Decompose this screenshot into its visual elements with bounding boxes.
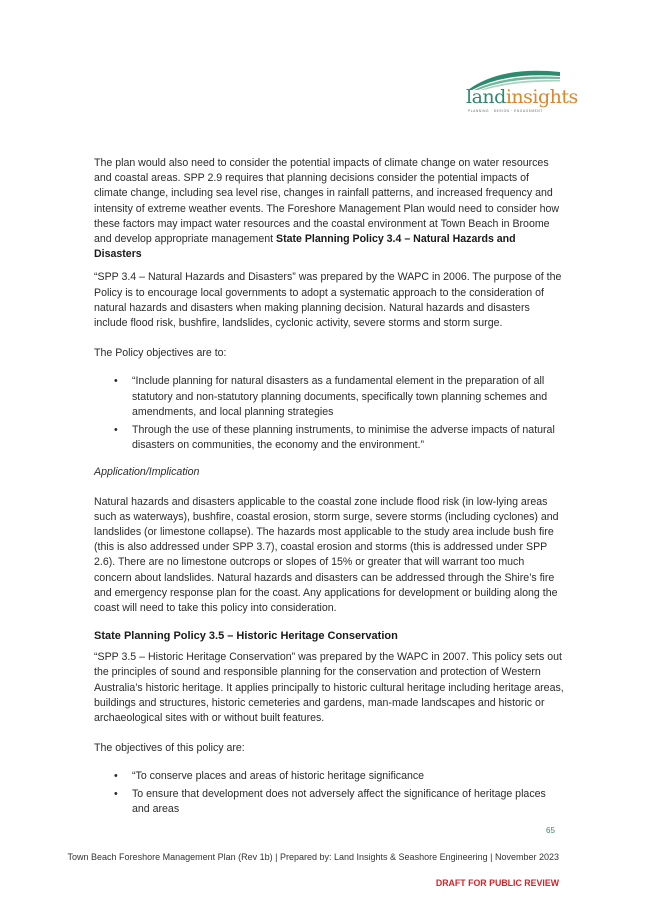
- list-item: • To ensure that development does not adversely affect the significance of heritage places and areas: [114, 787, 546, 815]
- logo-tagline: PLANNING · DESIGN · ENGAGEMENT: [468, 109, 543, 113]
- page-body: [94, 156, 564, 829]
- paragraph-spp-3-5-intro: “SPP 3.5 – Historic Heritage Conservation” was prepared by the WAPC in 2007. This policy sets out the principles of sound and responsible planning for the conservation and protection of Western Australia’s historic heritage. It applies principally to historic cultural heritage including heritage areas, buildings and structures, historic cemeteries and gardens, man-made landscapes and historic or archaeological sites with or without built features.: [94, 651, 564, 725]
- bullet-icon: •: [114, 769, 118, 782]
- list-item: • Through the use of these planning instruments, to minimise the adverse impacts of natural disasters on communities, the economy and the environment.”: [114, 424, 555, 452]
- company-logo: [460, 66, 578, 118]
- subheading-application-implication: Application/Implication: [94, 466, 200, 479]
- footer-document-info: Town Beach Foreshore Management Plan (Rev 1b) | Prepared by: Land Insights & Seashore Engineering | November 2023: [67, 852, 559, 862]
- paragraph-natural-hazards: Natural hazards and disasters applicable to the coastal zone include flood risk (in low-lying areas such as waterways), bushfire, coastal erosion, storm surge, severe storms (including cyclones) and landslides (or limestone collapse). The hazards most applicable to the study area include bush fire (this is also addressed under SPP 3.7), coastal erosion and storms (this is addressed under SPP 2.6). There are no limestone outcrops or slopes of 15% or greater that will warrant too much concern about landslides. Natural hazards and disasters can be addressed through the Shire’s fire and emergency response plan for the coast. Any applications for development or building along the coast will need to take this policy into consideration.: [94, 495, 559, 615]
- paragraph-climate-change: The plan would also need to consider the potential impacts of climate change on water resources and coastal areas. SPP 2.9 requires that planning decisions consider the potential impacts of climate change, including sea level rise, changes in rainfall patterns, and increased frequency and intensity of extreme weather events. The Foreshore Management Plan would need to consider how these factors may impact water resources and the coastal environment at Town Beach in Broome and develop appropriate management State Planning Policy 3.4 – Natural Hazards and Disasters: [94, 157, 560, 261]
- heading-spp-3-4: State Planning Policy 3.4 – Natural Hazards and Disasters: [94, 233, 516, 261]
- list-item: • “To conserve places and areas of historic heritage significance: [94, 769, 564, 784]
- bullet-icon: •: [114, 424, 118, 437]
- heading-spp-3-5: State Planning Policy 3.5 – Historic Heritage Conservation: [94, 630, 398, 643]
- bullet-icon: •: [114, 375, 118, 388]
- bullet-icon: •: [114, 787, 118, 800]
- page-number: 65: [546, 826, 555, 835]
- logo-wordmark: landinsights: [466, 86, 578, 108]
- paragraph-policy-objectives-lead: The Policy objectives are to:: [94, 347, 227, 360]
- list-spp-3-5-objectives: [94, 769, 564, 818]
- list-item: • “Include planning for natural disasters as a fundamental element in the preparation of all statutory and non-statutory planning documents, specifically town planning schemes and amendments, and local planning strategies: [114, 375, 548, 418]
- list-spp-3-4-objectives: [94, 374, 564, 453]
- paragraph-spp-3-4-intro: “SPP 3.4 – Natural Hazards and Disasters” was prepared by the WAPC in 2006. The purpose of the Policy is to encourage local governments to adopt a systematic approach to the consideration of natural hazards and disasters when making planning decision. Natural hazards and disasters include flood risk, bushfire, landslides, cyclonic activity, severe storms and storm surge.: [94, 271, 562, 330]
- draft-status-label: DRAFT FOR PUBLIC REVIEW: [435, 878, 559, 888]
- paragraph-policy-objectives-lead-3-5: The objectives of this policy are:: [94, 742, 245, 755]
